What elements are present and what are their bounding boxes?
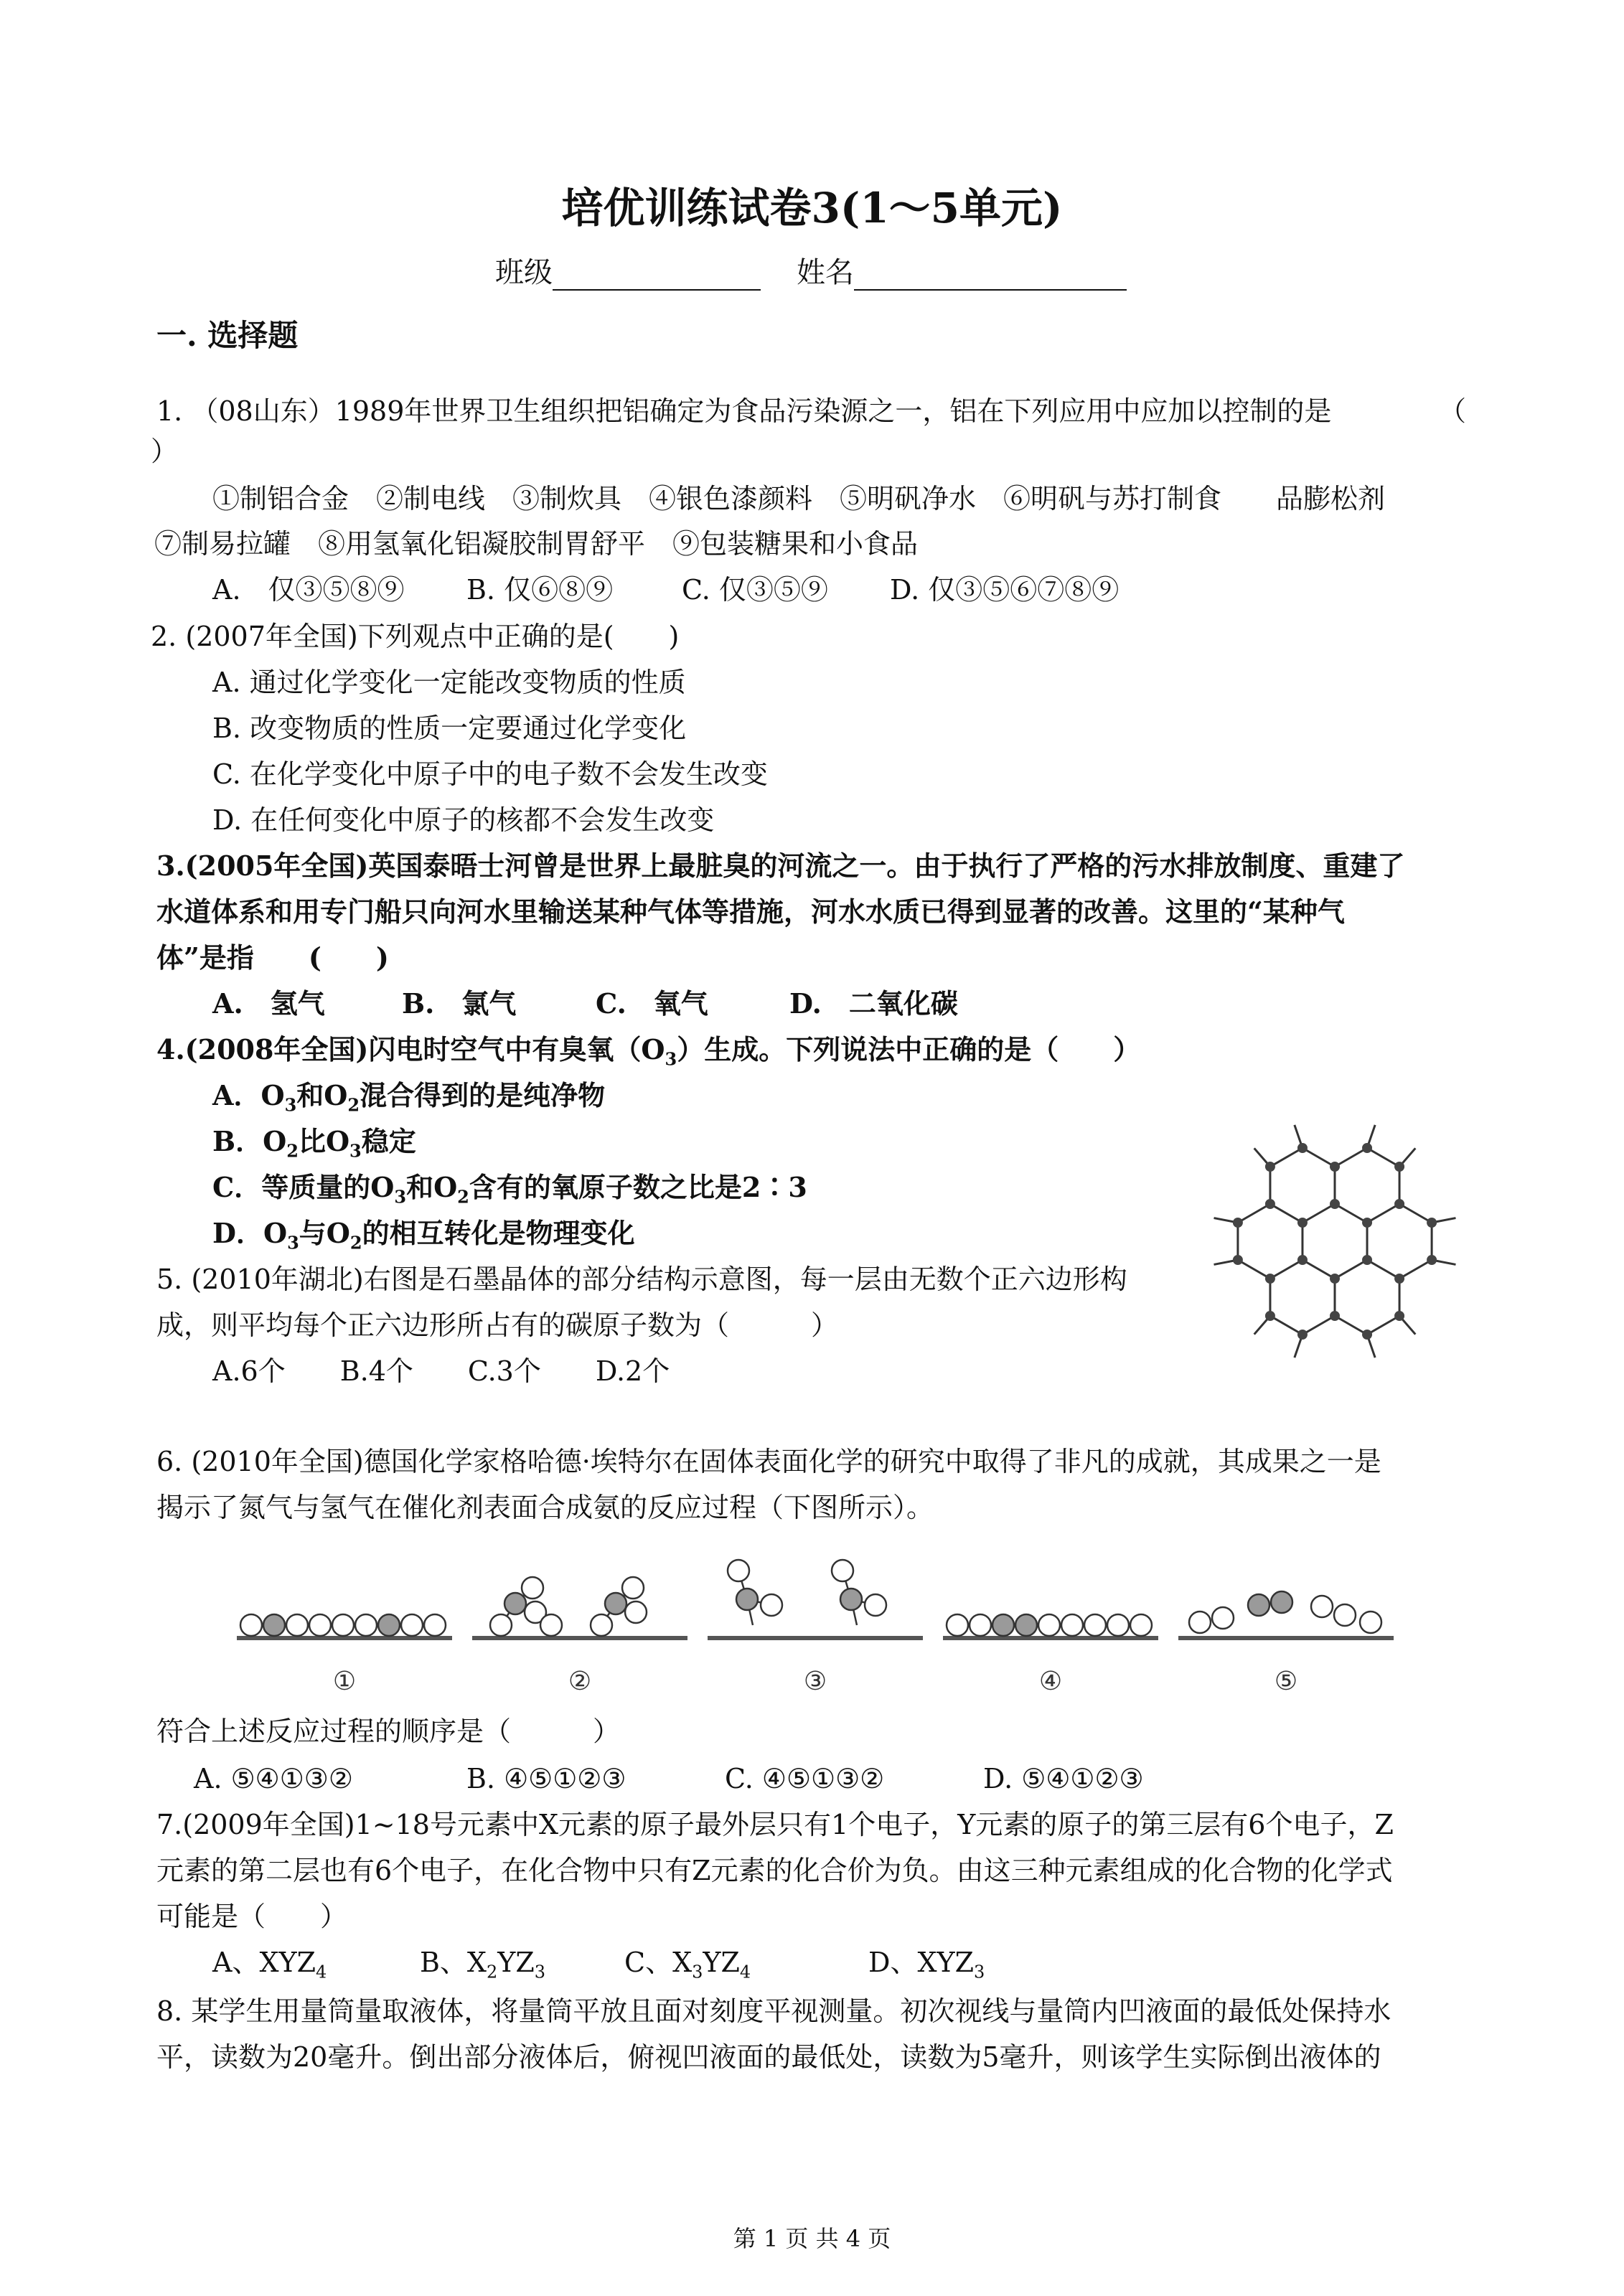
carbon-atom	[1233, 1218, 1243, 1228]
hydrogen-atom	[332, 1614, 354, 1636]
hydrogen-atom	[1334, 1604, 1356, 1626]
panel-label: ①	[332, 1667, 357, 1696]
page-title: 培优训练试卷3(1～5单元)	[561, 184, 1063, 232]
q6-question: 符合上述反应过程的顺序是（ ）	[156, 1716, 621, 1747]
carbon-atom	[1297, 1255, 1308, 1265]
q1-items-line2: ⑦制易拉罐 ⑧用氢氧化铝凝胶制胃舒平 ⑨包装糖果和小食品	[154, 528, 919, 560]
hydrogen-atom	[540, 1614, 562, 1636]
hydrogen-atom	[970, 1614, 991, 1636]
q3-line3: 体”是指 ( )	[156, 941, 389, 974]
catalyst-surface	[1178, 1636, 1394, 1640]
carbon-atom	[1265, 1162, 1275, 1172]
section-heading: 一. 选择题	[156, 318, 299, 353]
graphite-bond	[1335, 1204, 1367, 1223]
q7-option-a[interactable]: A、$XYZ_4$	[212, 1947, 327, 1982]
hydrogen-atom	[522, 1577, 543, 1599]
graphite-bond	[1367, 1204, 1399, 1223]
panel-label: ③	[803, 1667, 827, 1696]
graphite-bond	[1270, 1260, 1303, 1279]
hydrogen-atom	[490, 1614, 512, 1636]
hydrogen-atom	[1311, 1596, 1333, 1617]
graphite-bond	[1270, 1148, 1303, 1167]
q3-option-c[interactable]: C. 氧气	[596, 987, 708, 1020]
graphite-bond	[1303, 1204, 1335, 1223]
carbon-atom	[1362, 1330, 1372, 1340]
panel-label: ④	[1038, 1667, 1063, 1696]
graphite-bond	[1367, 1148, 1399, 1167]
hydrogen-atom	[761, 1594, 782, 1616]
hydrogen-atom	[355, 1614, 377, 1636]
carbon-atom	[1297, 1143, 1308, 1153]
q7-line1: 7.(2009年全国)1~18号元素中X元素的原子最外层只有1个电子，Y元素的原子的第三层有6个电子，Z	[156, 1809, 1394, 1840]
hydrogen-atom	[1038, 1614, 1060, 1636]
nitrogen-atom	[992, 1614, 1014, 1636]
graphite-bond	[1335, 1260, 1367, 1279]
name-blank[interactable]	[854, 260, 1127, 291]
hydrogen-atom	[622, 1577, 644, 1599]
q6-option-d[interactable]: D. ⑤④①②③	[983, 1763, 1144, 1794]
q1-items-line1: ①制铝合金 ②制电线 ③制炊具 ④银色漆颜料 ⑤明矾净水 ⑥明矾与苏打制食 品膨松剂	[212, 483, 1386, 514]
nitrogen-atom	[736, 1589, 758, 1610]
q4-stem: 4.(2008年全国)闪电时空气中有臭氧$(O_3)$生成。下列说法中正确的是（ ）	[156, 1033, 1141, 1070]
q2-option-d[interactable]: D. 在任何变化中原子的核都不会发生改变	[212, 804, 715, 836]
graphite-bond	[1303, 1316, 1335, 1335]
nitrogen-atom	[504, 1593, 526, 1614]
graphite-bond	[1399, 1260, 1432, 1279]
hydrogen-atom	[286, 1614, 308, 1636]
hydrogen-atom	[728, 1560, 749, 1581]
graphite-bond	[1399, 1204, 1432, 1223]
q1-option-a[interactable]: A. 仅③⑤⑧⑨	[212, 574, 405, 606]
graphite-bond	[1303, 1260, 1335, 1279]
q3-option-a[interactable]: A. 氢气	[212, 987, 325, 1020]
nitrogen-atom	[605, 1593, 626, 1614]
q2-option-a[interactable]: A. 通过化学变化一定能改变物质的性质	[212, 667, 686, 698]
hydrogen-atom	[1212, 1607, 1234, 1629]
q1-paren-open: （	[1439, 395, 1467, 427]
carbon-atom	[1330, 1162, 1340, 1172]
hydrogen-atom	[1130, 1614, 1152, 1636]
q1-option-d[interactable]: D. 仅③⑤⑥⑦⑧⑨	[890, 574, 1120, 606]
q5-options[interactable]: A.6个 B.4个 C.3个 D.2个	[212, 1355, 670, 1387]
hydrogen-atom	[309, 1614, 331, 1636]
carbon-atom	[1394, 1199, 1404, 1209]
q1-option-b[interactable]: B. 仅⑥⑧⑨	[466, 574, 614, 606]
nitrogen-atom	[1015, 1614, 1037, 1636]
q5-line1: 5. (2010年湖北)右图是石墨晶体的部分结构示意图，每一层由无数个正六边形构	[156, 1264, 1127, 1295]
class-label: 班级	[495, 256, 553, 289]
carbon-atom	[1362, 1255, 1372, 1265]
q3-line1: 3.(2005年全国)英国泰晤士河曾是世界上最脏臭的河流之一。由于执行了严格的污水排放制度、重建了	[156, 850, 1405, 882]
carbon-atom	[1394, 1274, 1404, 1284]
q8-line2: 平，读数为20毫升。倒出部分液体后，俯视凹液面的最低处，读数为5毫升，则该学生实际倒出液体的	[156, 2041, 1381, 2073]
carbon-atom	[1330, 1311, 1340, 1321]
q4-option-b[interactable]: B．$O_2$比$O_3$稳定	[212, 1125, 416, 1162]
hydrogen-atom	[865, 1594, 886, 1616]
hydrogen-atom	[832, 1560, 853, 1581]
carbon-atom	[1427, 1218, 1437, 1228]
carbon-atom	[1330, 1274, 1340, 1284]
hydrogen-atom	[424, 1614, 446, 1636]
q1-option-c[interactable]: C. 仅③⑤⑨	[682, 574, 828, 606]
hydrogen-atom	[1107, 1614, 1129, 1636]
q1-stem: 1. （08山东）1989年世界卫生组织把铝确定为食品污染源之一，铝在下列应用中应加以控制的是	[156, 395, 1332, 427]
q2-option-c[interactable]: C. 在化学变化中原子中的电子数不会发生改变	[212, 758, 768, 790]
q7-option-c[interactable]: C、$X_3YZ_4$	[624, 1947, 751, 1982]
q7-option-b[interactable]: B、$X_2YZ_3$	[420, 1947, 546, 1982]
q3-option-b[interactable]: B. 氯气	[402, 987, 517, 1020]
q4-option-d[interactable]: D．$O_3$与$O_2$的相互转化是物理变化	[212, 1217, 635, 1253]
carbon-atom	[1233, 1255, 1243, 1265]
hydrogen-atom	[1061, 1614, 1083, 1636]
carbon-atom	[1297, 1330, 1308, 1340]
carbon-atom	[1362, 1143, 1372, 1153]
graphite-bond	[1270, 1204, 1303, 1223]
q6-line2: 揭示了氮气与氢气在催化剂表面合成氨的反应过程（下图所示）。	[156, 1492, 934, 1523]
graphite-bond	[1367, 1260, 1399, 1279]
graphite-bond	[1238, 1204, 1270, 1223]
nitrogen-atom	[263, 1614, 285, 1636]
carbon-atom	[1265, 1311, 1275, 1321]
class-blank[interactable]	[553, 260, 761, 291]
panel-label: ②	[568, 1667, 592, 1696]
q1-paren-close: ）	[151, 436, 179, 467]
graphite-bond	[1335, 1316, 1367, 1335]
carbon-atom	[1265, 1199, 1275, 1209]
carbon-atom	[1330, 1199, 1340, 1209]
graphite-bond	[1270, 1316, 1303, 1335]
q3-line2: 水道体系和用专门船只向河水里输送某种气体等措施，河水水质已得到显著的改善。这里的“某种气	[156, 895, 1345, 928]
nitrogen-atom	[1271, 1591, 1292, 1613]
page-footer: 第 1 页 共 4 页	[733, 2225, 891, 2252]
q2-option-b[interactable]: B. 改变物质的性质一定要通过化学变化	[212, 712, 687, 744]
q6-line1: 6. (2010年全国)德国化学家格哈德·埃特尔在固体表面化学的研究中取得了非凡的成就，其成果之一是	[156, 1446, 1381, 1477]
q4-option-c[interactable]: C．等质量的$O_3$和$O_2$含有的氧原子数之比是2∶3	[212, 1171, 807, 1208]
carbon-atom	[1265, 1274, 1275, 1284]
hydrogen-atom	[1360, 1612, 1381, 1633]
carbon-atom	[1427, 1255, 1437, 1265]
name-field	[797, 255, 1127, 291]
carbon-atom	[1362, 1218, 1372, 1228]
q7-option-d[interactable]: D、$XYZ_3$	[868, 1947, 985, 1982]
hydrogen-atom	[1189, 1612, 1211, 1633]
graphite-structure-figure	[1184, 1112, 1485, 1370]
nitrogen-atom	[1248, 1594, 1269, 1616]
q7-line2: 元素的第二层也有6个电子，在化合物中只有Z元素的化合价为负。由这三种元素组成的化合物的化学式	[156, 1855, 1393, 1886]
carbon-atom	[1394, 1311, 1404, 1321]
q4-option-a[interactable]: A．$O_3$和$O_2$混合得到的是纯净物	[212, 1079, 606, 1116]
hydrogen-atom	[591, 1614, 612, 1636]
graphite-bond	[1238, 1260, 1270, 1279]
q3-option-d[interactable]: D. 二氧化碳	[789, 987, 958, 1020]
catalyst-surface	[472, 1636, 687, 1640]
hydrogen-atom	[625, 1601, 647, 1623]
q6-option-b[interactable]: B. ④⑤①②③	[466, 1763, 626, 1794]
catalyst-surface	[708, 1636, 923, 1640]
ammonia-synthesis-figure	[237, 1557, 1450, 1700]
hydrogen-atom	[947, 1614, 968, 1636]
carbon-atom	[1394, 1162, 1404, 1172]
nitrogen-atom	[378, 1614, 400, 1636]
hydrogen-atom	[401, 1614, 423, 1636]
q7-line3: 可能是（ ）	[156, 1901, 348, 1932]
q8-line1: 8. 某学生用量筒量取液体，将量筒平放且面对刻度平视测量。初次视线与量筒内凹液面的最低处保持水	[156, 1995, 1391, 2027]
graphite-bond	[1335, 1148, 1367, 1167]
nitrogen-atom	[840, 1589, 862, 1610]
class-field	[495, 255, 761, 291]
q2-stem: 2. (2007年全国)下列观点中正确的是( )	[151, 621, 680, 652]
q6-option-c[interactable]: C. ④⑤①③②	[725, 1763, 885, 1794]
name-label: 姓名	[797, 256, 854, 289]
hydrogen-atom	[1084, 1614, 1106, 1636]
q6-option-a[interactable]: A. ⑤④①③②	[194, 1763, 353, 1794]
hydrogen-atom	[240, 1614, 262, 1636]
graphite-bond	[1367, 1316, 1399, 1335]
q5-line2: 成，则平均每个正六边形所占有的碳原子数为（ ）	[156, 1309, 839, 1341]
panel-label: ⑤	[1274, 1667, 1298, 1696]
carbon-atom	[1297, 1218, 1308, 1228]
graphite-bond	[1303, 1148, 1335, 1167]
